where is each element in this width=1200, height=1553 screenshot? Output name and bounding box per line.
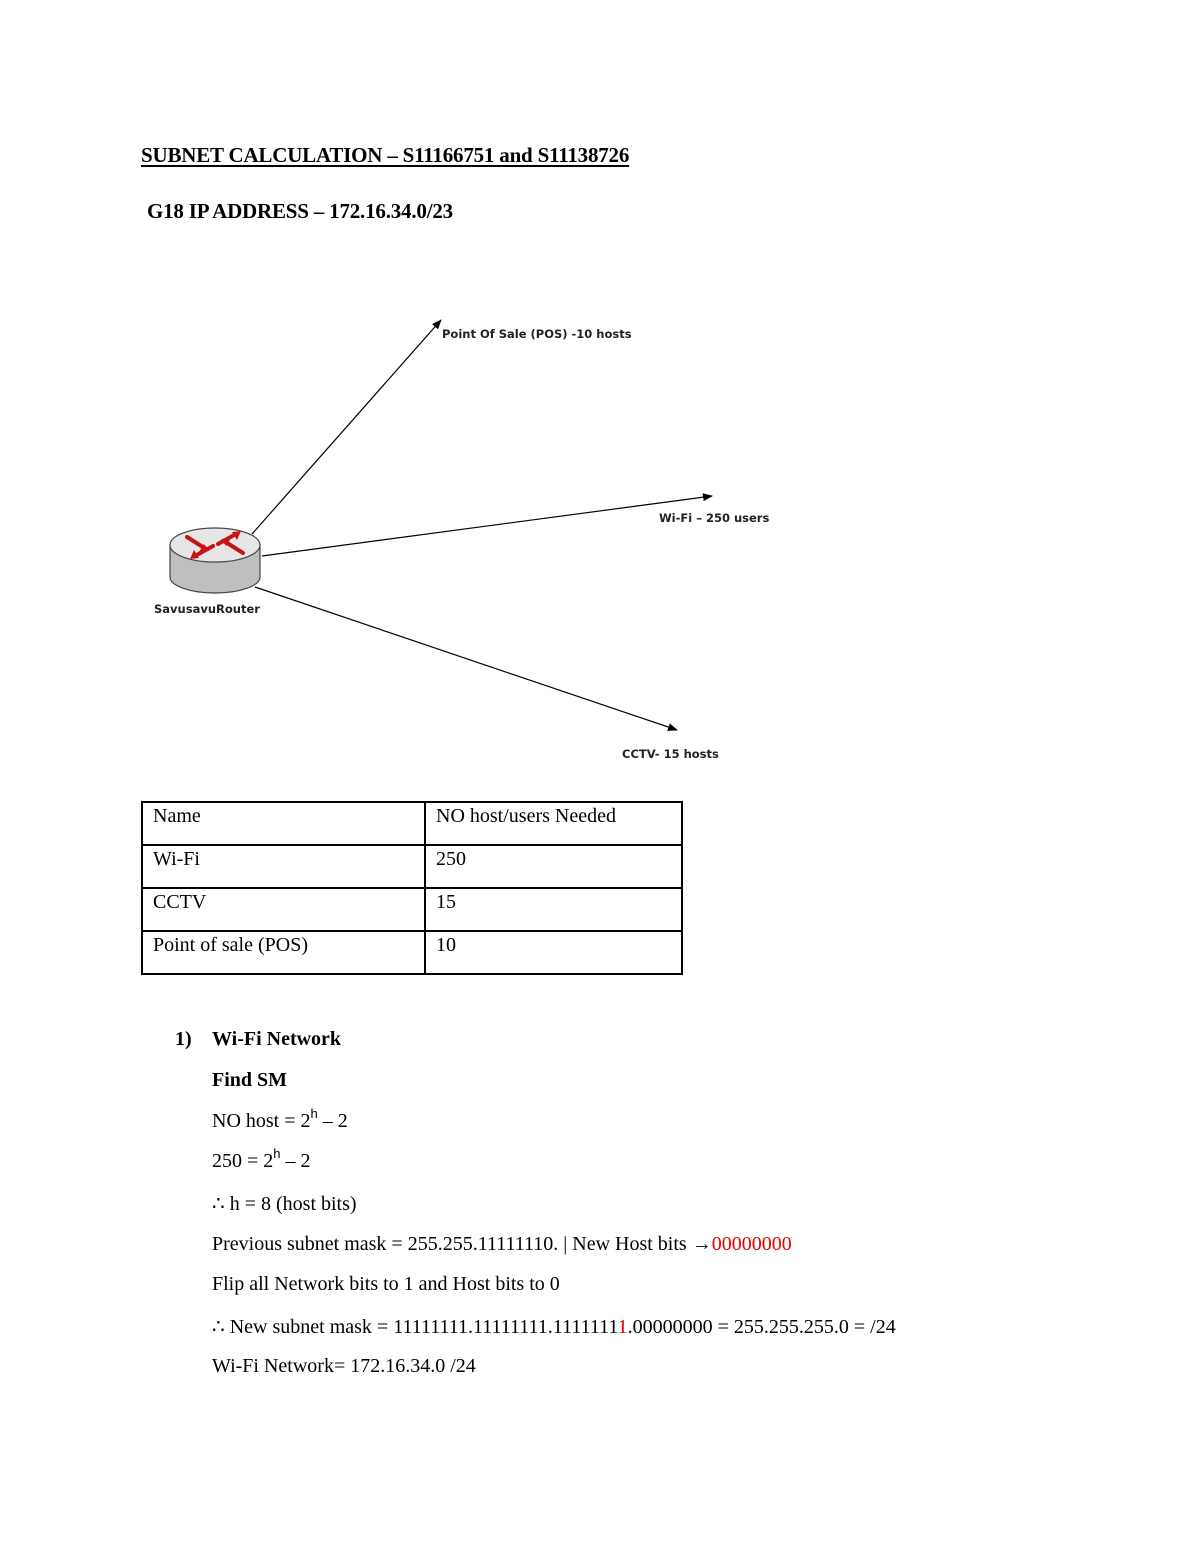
table-row [142,888,682,931]
section-number: 1) [175,1028,192,1050]
router-icon [170,528,260,593]
wifi-label: Wi-Fi – 250 users [659,511,770,525]
table-cell: 15 [425,888,682,931]
link-to-cctv [255,587,677,730]
previous-mask-line [212,1233,792,1256]
new-mask-text-a: ∴ New subnet mask = 11111111.11111111.1111111 [212,1316,618,1338]
formula-line-2 [212,1146,311,1173]
cctv-label: CCTV- 15 hosts [622,747,719,761]
formula-2-prefix: 250 = 2 [212,1150,274,1172]
table-header-row [142,802,682,845]
document-title: SUBNET CALCULATION – S11166751 and S11138726 [141,143,630,167]
formula-1-prefix: NO host = 2 [212,1110,311,1132]
formula-1-suffix: – 2 [317,1110,348,1132]
table-cell: 10 [425,931,682,974]
network-diagram [0,300,1200,780]
table-row [142,931,682,974]
flipped-bit: 1 [617,1316,628,1338]
network-result-line: Wi-Fi Network= 172.16.34.0 /24 [212,1355,476,1377]
formula-2-exponent: h [273,1146,281,1161]
section-heading: Wi-Fi Network [212,1028,342,1050]
table-header-cell: NO host/users Needed [425,802,682,845]
find-sm-label: Find SM [212,1069,288,1091]
table-cell: 250 [425,845,682,888]
previous-mask-text: Previous subnet mask = 255.255.11111110. | New Host bits → [212,1233,712,1255]
table-cell: CCTV [142,888,425,931]
table-header-cell: Name [142,802,425,845]
requirements-table [141,801,683,975]
host-bits-line: ∴ h = 8 (host bits) [212,1193,357,1215]
router-label: SavusavuRouter [154,602,260,616]
new-mask-text-b: .00000000 = 255.255.255.0 = /24 [627,1316,896,1338]
new-host-bits: 00000000 [711,1233,792,1255]
formula-1-exponent: h [310,1106,318,1121]
link-to-wifi [262,496,712,556]
formula-2-suffix: – 2 [280,1150,311,1172]
pos-label: Point Of Sale (POS) -10 hosts [442,327,632,341]
ip-address-heading: G18 IP ADDRESS – 172.16.34.0/23 [147,199,453,223]
table-cell: Wi-Fi [142,845,425,888]
flip-bits-line: Flip all Network bits to 1 and Host bits to 0 [212,1273,560,1295]
table-row [142,845,682,888]
formula-line-1 [212,1106,348,1133]
table-cell: Point of sale (POS) [142,931,425,974]
link-to-pos [252,320,441,534]
new-mask-line [212,1314,896,1339]
